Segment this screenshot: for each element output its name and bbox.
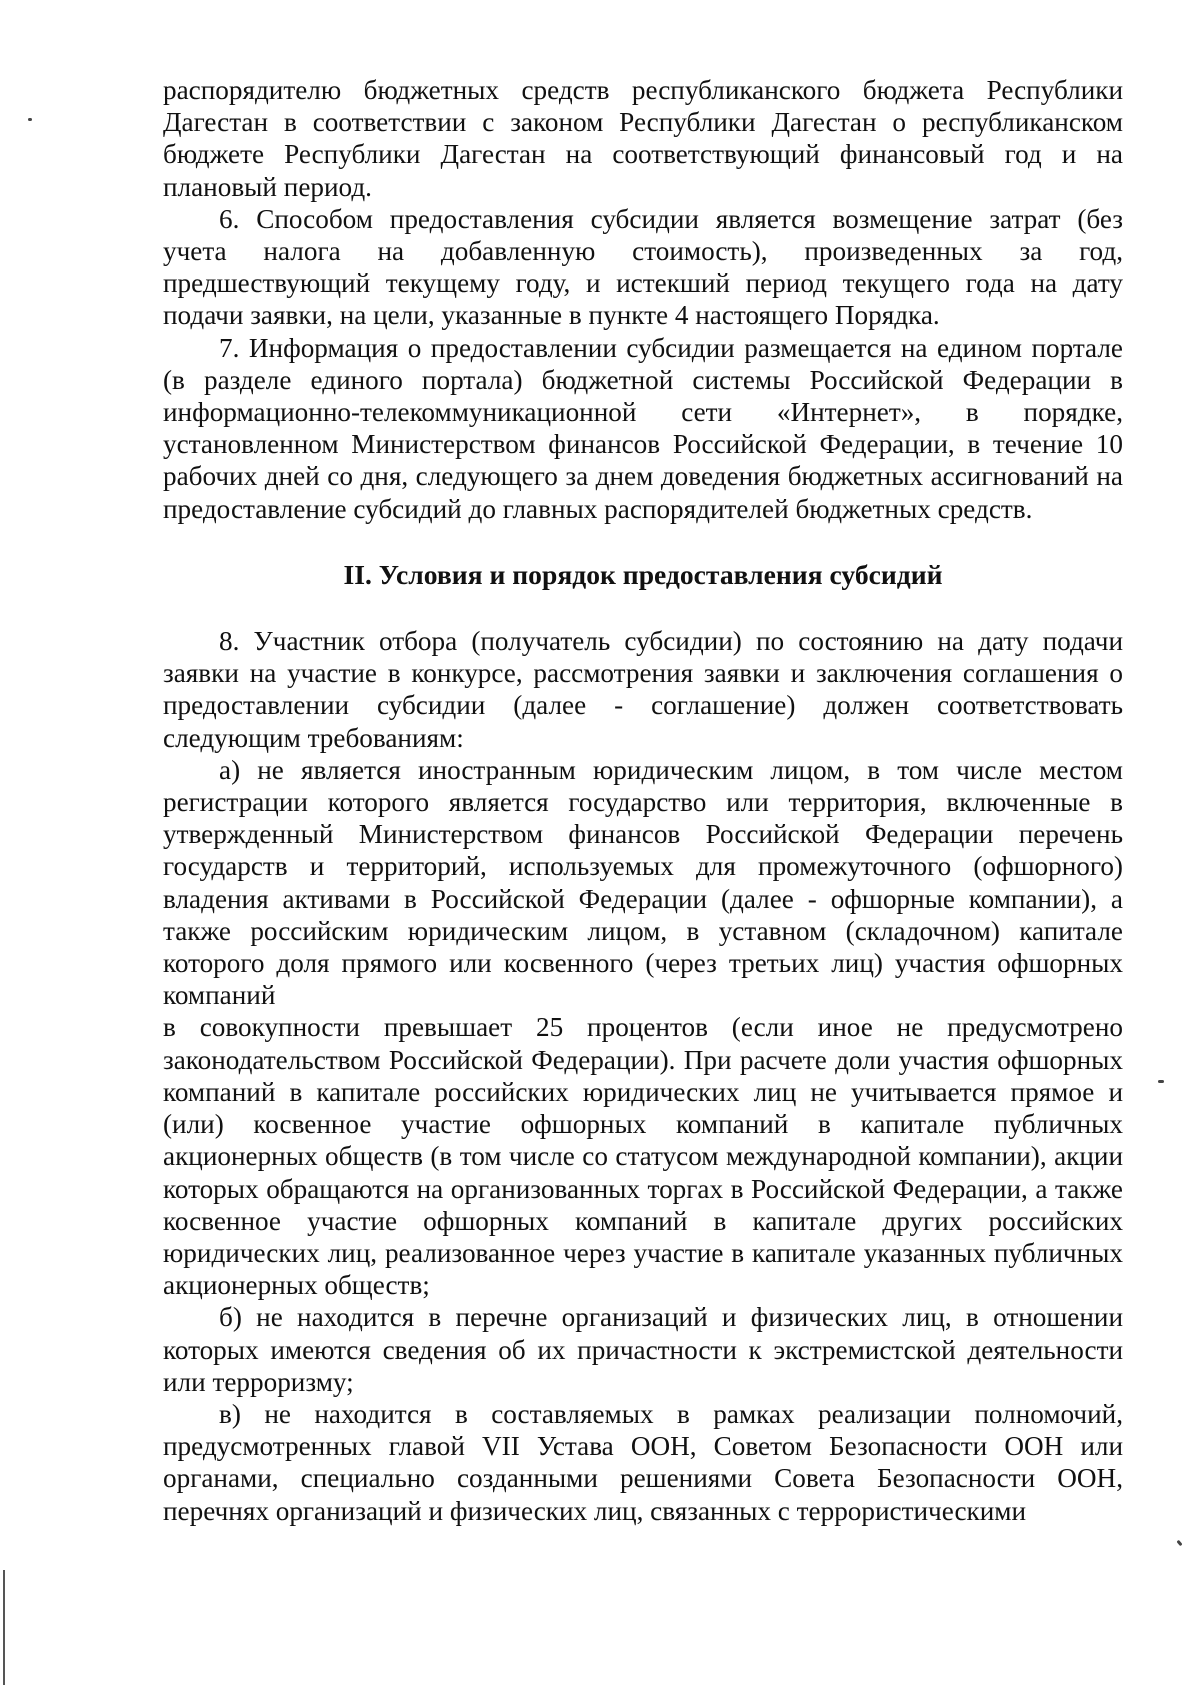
paragraph-8b: б) не находится в перечне организаций и физических лиц, в отношении которых имеются сведения об их причастности к экстремистской деятельности или терроризму; [163, 1302, 1123, 1397]
paragraph-8v: в) не находится в составляемых в рамках реализации полномочий, предусмотренных главой VII Устава ООН, Советом Безопасности ООН или органами, специально созданными решениями Совета Безопасности ООН, перечнях организаций и физических лиц, связанных с террористическими [163, 1398, 1123, 1526]
paragraph-8a-continued: в совокупности превышает 25 процентов (если иное не предусмотрено законодательством Российской Федерации). При расчете доли участия офшорных компаний в капитале российских юридических лиц не учитывается прямое и (или) косвенное участие офшорных компаний в капитале публичных акционерных обществ (в том числе со статусом международной компании), акции которых обращаются на организованных торгах в Российской Федерации, а также косвенное участие офшорных компаний в капитале других российских юридических лиц, реализованное через участие в капитале указанных публичных акционерных обществ; [163, 1012, 1123, 1301]
scan-speck [1176, 1540, 1182, 1547]
section-heading: II. Условия и порядок предоставления субсидий [343, 558, 943, 590]
scan-speck [28, 118, 32, 121]
paragraph-6: 6. Способом предоставления субсидии является возмещение затрат (без учета налога на добавленную стоимость), произведенных за год, предшествующий текущему году, и истекший период текущего года на дату подачи заявки, на цели, указанные в пункте 4 настоящего Порядка. [163, 203, 1123, 331]
paragraph-continuation: распорядителю бюджетных средств республиканского бюджета Республики Дагестан в соответствии с законом Республики Дагестан о республиканском бюджете Республики Дагестан на соответствующий финансовый год и на плановый период. [163, 75, 1123, 202]
paragraph-7: 7. Информация о предоставлении субсидии размещается на едином портале (в разделе единого портала) бюджетной системы Российской Федерации в информационно-телекоммуникационной сети «Интернет», в порядке, установленном Министерством финансов Российской Федерации, в течение 10 рабочих дней со дня, следующего за днем доведения бюджетных ассигнований на предоставление субсидий до главных распорядителей бюджетных средств. [163, 332, 1123, 524]
paragraph-8: 8. Участник отбора (получатель субсидии) по состоянию на дату подачи заявки на участие в конкурсе, рассмотрения заявки и заключения соглашения о предоставлении субсидии (далее - соглашение) должен соответствовать следующим требованиям: [163, 626, 1123, 753]
document-page [163, 74, 1123, 1527]
scan-margin-line [3, 1570, 5, 1685]
scan-speck [1158, 1080, 1164, 1083]
paragraph-8a: а) не является иностранным юридическим лицом, в том числе местом регистрации которого является государство или территория, включенные в утвержденный Министерством финансов Российской Федерации перечень государств и территорий, используемых для промежуточного (офшорного) владения активами в Российской Федерации (далее - офшорные компании), а также российским юридическим лицом, в уставном (складочном) капитале которого доля прямого или косвенного (через третьих лиц) участия офшорных компаний [163, 754, 1123, 1011]
